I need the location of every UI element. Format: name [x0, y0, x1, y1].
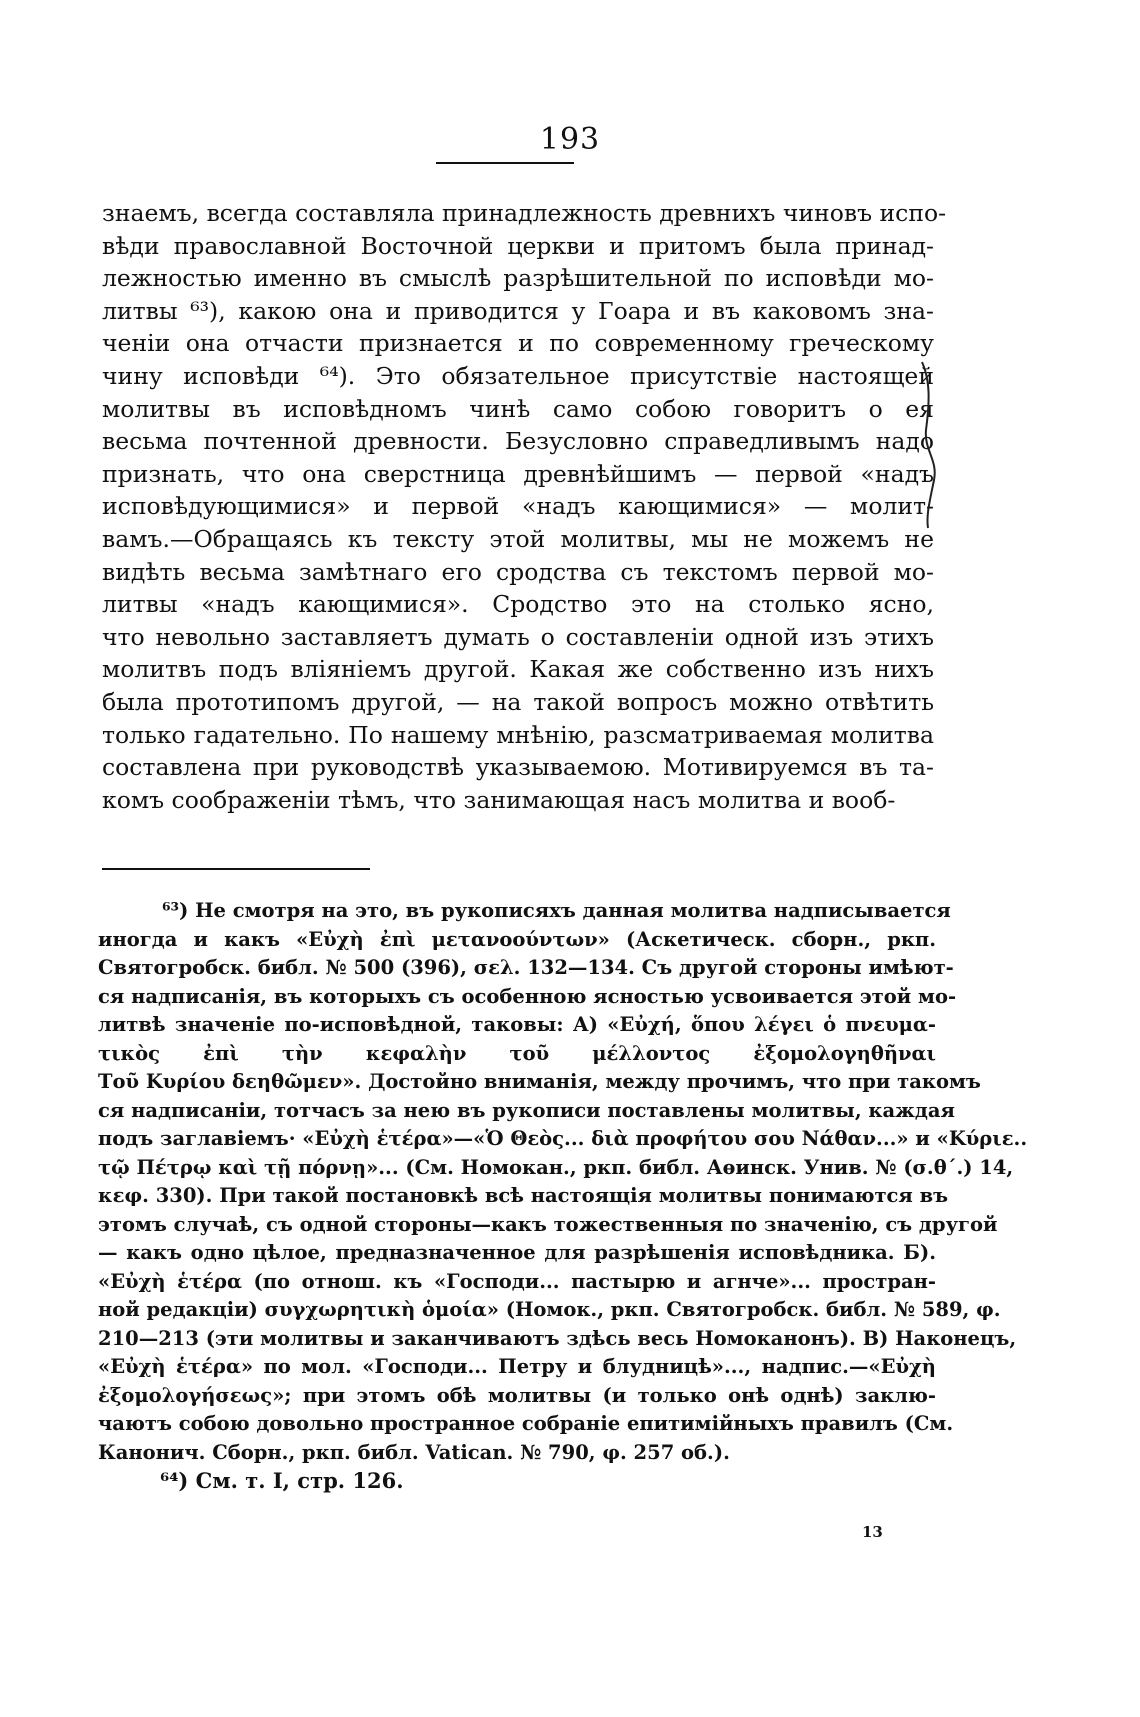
footnote-line: Канонич. Сборн., ркп. библ. Vatican. № 790, φ. 257 об.).	[98, 1440, 730, 1464]
footnote-line: «Εὐχὴ ἑτέρα» по мол. «Господи... Петру и блудницѣ»..., надпис.—«Εὐχὴ	[98, 1355, 936, 1378]
footnote-line: подъ заглавіемъ· «Εὐχὴ ἑτέρα»—«Ὁ Θεὸς... διὰ προφήτου σου Νάθαν...» и «Κύριε..	[98, 1127, 1028, 1150]
footnote-line: — какъ одно цѣлое, предназначенное для разрѣшенія исповѣдника. Б).	[98, 1241, 936, 1264]
footnote-line: τικὸς ἐπὶ τὴν κεφαλὴν τοῦ μέλλοντος ἐξομολογηθῆναι	[98, 1041, 936, 1065]
footnote-line: этомъ случаѣ, съ одной стороны—какъ тожественныя по значенію, съ другой	[98, 1212, 998, 1236]
body-line: весьма почтенной древности. Безусловно справедливымъ надо	[102, 427, 934, 456]
footnote-line: κεφ. 330). При такой постановкѣ всѣ настоящія молитвы понимаются въ	[98, 1184, 949, 1207]
body-line: чину исповѣди ⁶⁴). Это обязательное присутствіе настоящей	[102, 361, 934, 390]
footnote-line: 210—213 (эти молитвы и заканчиваютъ здѣсь весь Номоканонъ). В) Наконецъ,	[98, 1326, 1017, 1350]
footnote-line: ⁶³) Не смотря на это, въ рукописяхъ данная молитва надписывается	[162, 899, 951, 922]
footnote-rule	[102, 868, 370, 870]
footnote-line: Τοῦ Κυρίου δεηθῶμεν». Достойно вниманія, между прочимъ, что при такомъ	[98, 1070, 981, 1093]
page-number-rule	[436, 162, 574, 164]
footnote-line: литвѣ значеніе по-исповѣдной, таковы: А) «Εὐχή, ὅπου λέγει ὁ πνευμα-	[98, 1013, 936, 1036]
footnote-line: ἐξομολογήσεως»; при этомъ обѣ молитвы (и только онѣ однѣ) заклю-	[98, 1383, 936, 1407]
body-line: знаемъ, всегда составляла принадлежность древнихъ чиновъ испо-	[102, 199, 947, 227]
body-line: видѣть весьма замѣтнаго его сродства съ текстомъ первой мо-	[102, 557, 934, 586]
footnote-line: ся надписанія, въ которыхъ съ особенною ясностью усвоивается этой мо-	[98, 984, 957, 1008]
footnote-64: ⁶⁴) См. т. I, стр. 126.	[160, 1468, 404, 1493]
body-line: лежностью именно въ смыслѣ разрѣшительной по исповѣди мо-	[102, 264, 934, 293]
body-line: исповѣдующимися» и первой «надъ кающимися» — молит-	[102, 492, 934, 521]
body-line: признать, что она сверстница древнѣйшимъ — первой «надъ	[102, 459, 934, 488]
footnote-line: Святогробск. библ. № 500 (396), σελ. 132—134. Съ другой стороны имѣют-	[98, 956, 954, 979]
body-line: вамъ.—Обращаясь къ тексту этой молитвы, мы не можемъ не	[102, 524, 934, 553]
body-line: литвы «надъ кающимися». Сродство это на столько ясно,	[102, 590, 934, 619]
body-line: только гадательно. По нашему мнѣнію, разсматриваемая молитва	[102, 720, 934, 749]
body-line: литвы ⁶³), какою она и приводится у Гоара и въ каковомъ зна-	[102, 296, 934, 325]
body-line: составлена при руководствѣ указываемою. Мотивируемся въ та-	[102, 753, 934, 782]
body-line: молитвъ подъ вліяніемъ другой. Какая же собственно изъ нихъ	[102, 655, 934, 684]
body-line: вѣди православной Восточной церкви и притомъ была принад-	[102, 231, 934, 260]
signature-mark: 13	[862, 1523, 883, 1541]
body-line: комъ соображеніи тѣмъ, что занимающая насъ молитва и вооб-	[102, 785, 896, 814]
footnote-line: «Εὐχὴ ἑτέρα (по отнош. къ «Господи... пастырю и агнче»... простран-	[98, 1269, 936, 1293]
margin-bracket-mark	[916, 360, 942, 530]
body-text	[102, 197, 947, 816]
body-line: что невольно заставляетъ думать о составленіи одной изъ этихъ	[102, 622, 934, 651]
page-number: 193	[539, 122, 601, 157]
footnote-line: чаютъ собою довольно пространное собраніе епитимійныхъ правилъ (См.	[98, 1412, 954, 1435]
footnote-line: ной редакціи) συγχωρητικὴ ὁμοία» (Номок., ркп. Святогробск. библ. № 589, φ.	[98, 1298, 1001, 1321]
footnote-line: τῷ Πέτρῳ καὶ τῇ πόρνῃ»... (См. Номокан., ркп. библ. Аѳинск. Унив. № (σ.θ΄.) 14,	[98, 1155, 1014, 1179]
footnotes	[98, 897, 1028, 1467]
body-line: ченіи она отчасти признается и по современному греческому	[102, 329, 934, 358]
body-line: молитвы въ исповѣдномъ чинѣ само собою говоритъ о ея	[102, 394, 934, 423]
body-line: была прототипомъ другой, — на такой вопросъ можно отвѣтить	[102, 687, 934, 716]
footnote-line: ся надписаніи, тотчасъ за нею въ рукописи поставлены молитвы, каждая	[98, 1098, 955, 1122]
footnote-line: иногда и какъ «Εὐχὴ ἐπὶ μετανοούντων» (Аскетическ. сборн., ркп.	[98, 927, 936, 951]
